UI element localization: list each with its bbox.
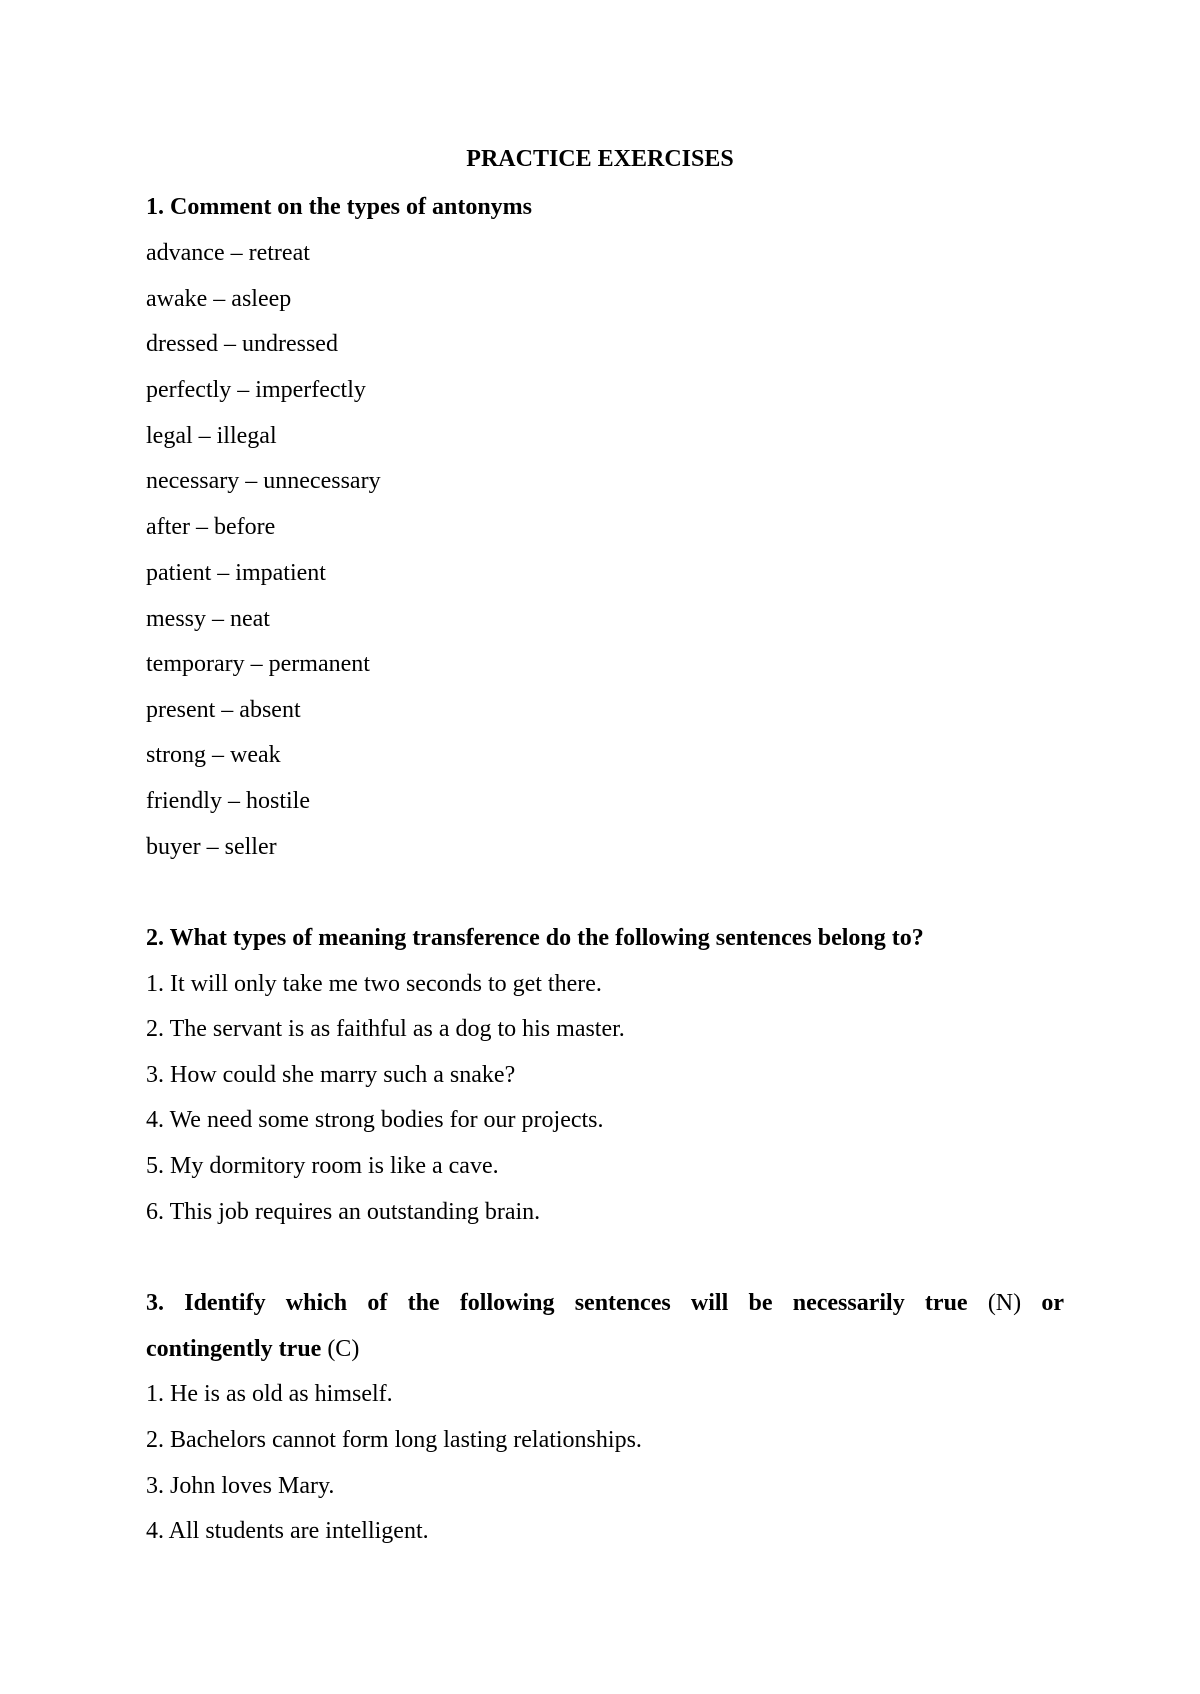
list-item: 6. This job requires an outstanding brain. [146,1199,541,1225]
list-item: necessary – unnecessary [146,468,381,494]
list-item: 4. We need some strong bodies for our projects. [146,1107,604,1133]
list-item: 4. All students are intelligent. [146,1518,429,1544]
section-1-heading: 1. Comment on the types of antonyms [146,194,532,220]
list-item: legal – illegal [146,423,277,449]
list-item: friendly – hostile [146,788,310,814]
section-3-heading-n-marker: (N) [987,1290,1022,1316]
list-item: patient – impatient [146,560,326,586]
list-item: 2. The servant is as faithful as a dog to his master. [146,1016,625,1042]
list-item: 1. He is as old as himself. [146,1381,393,1407]
list-item: 3. John loves Mary. [146,1473,335,1499]
list-item: 5. My dormitory room is like a cave. [146,1153,499,1179]
section-3-heading-text-2: contingently true [146,1336,328,1362]
page-title: PRACTICE EXERCISES [466,146,734,172]
list-item: awake – asleep [146,286,292,312]
list-item: buyer – seller [146,834,277,860]
section-3-heading-c-marker: (C) [327,1336,360,1362]
list-item: advance – retreat [146,240,310,266]
list-item: messy – neat [146,606,270,632]
list-item: strong – weak [146,742,281,768]
list-item: present – absent [146,697,301,723]
list-item: 3. How could she marry such a snake? [146,1062,516,1088]
section-3-heading-line-1 [146,1288,1064,1318]
section-2-heading: 2. What types of meaning transference do the following sentences belong to? [146,925,924,951]
list-item: 1. It will only take me two seconds to get there. [146,971,602,997]
section-3-heading-text: 3. Identify which of the following sentences will be necessarily true [146,1290,988,1316]
list-item: perfectly – imperfectly [146,377,366,403]
list-item: temporary – permanent [146,651,370,677]
list-item: 2. Bachelors cannot form long lasting relationships. [146,1427,642,1453]
list-item: after – before [146,514,276,540]
section-3-heading-or: or [1021,1290,1065,1316]
section-3-heading-line-2 [146,1334,359,1364]
list-item: dressed – undressed [146,331,338,357]
